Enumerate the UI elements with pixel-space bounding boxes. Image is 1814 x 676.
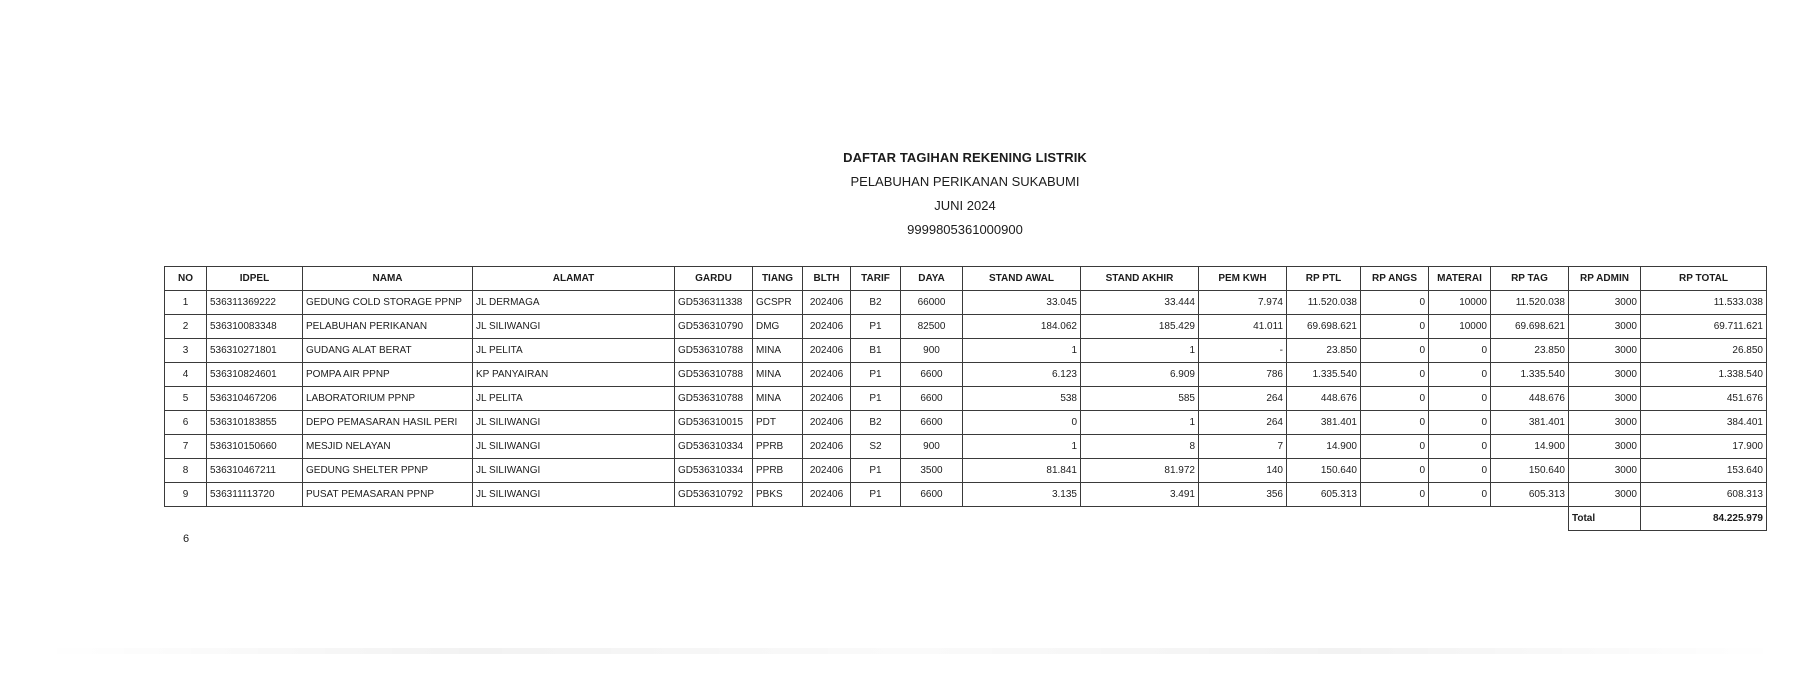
table-cell: 384.401: [1641, 411, 1767, 435]
table-row: [165, 339, 1767, 363]
table-cell: 7.974: [1199, 291, 1287, 315]
column-header: RP PTL: [1287, 267, 1361, 291]
table-cell: JL SILIWANGI: [473, 411, 675, 435]
column-header: NO: [165, 267, 207, 291]
total-row: [165, 507, 1767, 531]
table-cell: PPRB: [753, 435, 803, 459]
table-cell: 1: [165, 291, 207, 315]
table-cell: 202406: [803, 315, 851, 339]
table-cell: MINA: [753, 363, 803, 387]
table-cell: 1.338.540: [1641, 363, 1767, 387]
table-cell: 81.972: [1081, 459, 1199, 483]
table-cell: 10000: [1429, 315, 1491, 339]
bill-table: [164, 266, 1767, 531]
table-cell: 0: [1361, 387, 1429, 411]
table-cell: 536311369222: [207, 291, 303, 315]
table-cell: 536311113720: [207, 483, 303, 507]
table-cell: 0: [1429, 363, 1491, 387]
document-header: [0, 146, 1814, 242]
table-cell: 900: [901, 435, 963, 459]
table-cell: 3000: [1569, 363, 1641, 387]
table-cell: B2: [851, 291, 901, 315]
column-header: ALAMAT: [473, 267, 675, 291]
table-row: [165, 291, 1767, 315]
column-header: GARDU: [675, 267, 753, 291]
table-cell: 6.909: [1081, 363, 1199, 387]
table-header-row: [165, 267, 1767, 291]
table-cell: 448.676: [1287, 387, 1361, 411]
column-header: TIANG: [753, 267, 803, 291]
table-cell: 7: [1199, 435, 1287, 459]
table-cell: 1.335.540: [1491, 363, 1569, 387]
table-cell: 14.900: [1287, 435, 1361, 459]
column-header: MATERAI: [1429, 267, 1491, 291]
table-cell: 10000: [1429, 291, 1491, 315]
table-cell: 5: [165, 387, 207, 411]
table-cell: 0: [1429, 483, 1491, 507]
table-cell: 1.335.540: [1287, 363, 1361, 387]
table-cell: 381.401: [1491, 411, 1569, 435]
table-cell: 0: [1429, 387, 1491, 411]
table-cell: 605.313: [1491, 483, 1569, 507]
table-body: [165, 291, 1767, 531]
table-cell: 11.533.038: [1641, 291, 1767, 315]
table-cell: 3000: [1569, 291, 1641, 315]
column-header: RP TAG: [1491, 267, 1569, 291]
table-cell: 605.313: [1287, 483, 1361, 507]
table-cell: GD536310788: [675, 339, 753, 363]
table-cell: 0: [1361, 435, 1429, 459]
table-cell: 6600: [901, 363, 963, 387]
table-cell: 41.011: [1199, 315, 1287, 339]
table-cell: 3000: [1569, 387, 1641, 411]
total-label: Total: [1569, 507, 1641, 531]
table-cell: PELABUHAN PERIKANAN: [303, 315, 473, 339]
column-header: BLTH: [803, 267, 851, 291]
table-row: [165, 483, 1767, 507]
table-cell: B2: [851, 411, 901, 435]
table-cell: LABORATORIUM PPNP: [303, 387, 473, 411]
total-spacer: [165, 507, 1569, 531]
table-cell: 2: [165, 315, 207, 339]
table-cell: 6: [165, 411, 207, 435]
table-cell: P1: [851, 363, 901, 387]
table-cell: 6600: [901, 387, 963, 411]
table-cell: 264: [1199, 387, 1287, 411]
table-cell: 9: [165, 483, 207, 507]
table-cell: 0: [1361, 459, 1429, 483]
table-cell: GD536310334: [675, 459, 753, 483]
table-cell: 202406: [803, 459, 851, 483]
table-cell: 536310083348: [207, 315, 303, 339]
table-row: [165, 459, 1767, 483]
table-cell: 23.850: [1491, 339, 1569, 363]
table-cell: GD536310792: [675, 483, 753, 507]
table-cell: 185.429: [1081, 315, 1199, 339]
column-header: IDPEL: [207, 267, 303, 291]
table-cell: GUDANG ALAT BERAT: [303, 339, 473, 363]
table-cell: 1: [1081, 411, 1199, 435]
table-cell: 381.401: [1287, 411, 1361, 435]
table-cell: 1: [963, 339, 1081, 363]
column-header: STAND AWAL: [963, 267, 1081, 291]
table-cell: 150.640: [1491, 459, 1569, 483]
table-cell: 184.062: [963, 315, 1081, 339]
table-cell: 202406: [803, 339, 851, 363]
table-cell: GD536310015: [675, 411, 753, 435]
table-row: [165, 411, 1767, 435]
table-cell: 786: [1199, 363, 1287, 387]
table-cell: 23.850: [1287, 339, 1361, 363]
table-cell: 202406: [803, 363, 851, 387]
table-cell: 536310824601: [207, 363, 303, 387]
table-cell: 0: [1361, 339, 1429, 363]
table-cell: PPRB: [753, 459, 803, 483]
column-header: NAMA: [303, 267, 473, 291]
table-row: [165, 363, 1767, 387]
document-period: JUNI 2024: [934, 198, 996, 213]
table-cell: 4: [165, 363, 207, 387]
table-cell: JL PELITA: [473, 339, 675, 363]
table-cell: 3000: [1569, 315, 1641, 339]
table-cell: 264: [1199, 411, 1287, 435]
table-cell: 1: [1081, 339, 1199, 363]
table-cell: PBKS: [753, 483, 803, 507]
table-cell: 81.841: [963, 459, 1081, 483]
table-cell: 900: [901, 339, 963, 363]
table-cell: B1: [851, 339, 901, 363]
table-cell: DMG: [753, 315, 803, 339]
table-cell: 0: [1361, 363, 1429, 387]
table-cell: 0: [1429, 459, 1491, 483]
table-cell: 448.676: [1491, 387, 1569, 411]
table-cell: DEPO PEMASARAN HASIL PERI: [303, 411, 473, 435]
table-cell: 0: [1429, 435, 1491, 459]
table-cell: 0: [963, 411, 1081, 435]
table-cell: 33.045: [963, 291, 1081, 315]
table-cell: 202406: [803, 483, 851, 507]
table-row: [165, 435, 1767, 459]
table-cell: 202406: [803, 435, 851, 459]
table-cell: JL PELITA: [473, 387, 675, 411]
table-cell: 538: [963, 387, 1081, 411]
table-cell: 0: [1429, 339, 1491, 363]
table-cell: 17.900: [1641, 435, 1767, 459]
table-cell: 1: [963, 435, 1081, 459]
table-cell: 33.444: [1081, 291, 1199, 315]
table-cell: 3: [165, 339, 207, 363]
document-account-number: 9999805361000900: [907, 222, 1023, 237]
table-cell: 0: [1361, 483, 1429, 507]
table-cell: 14.900: [1491, 435, 1569, 459]
table-cell: 66000: [901, 291, 963, 315]
table-cell: GEDUNG SHELTER PPNP: [303, 459, 473, 483]
page-note: 6: [183, 533, 190, 545]
table-cell: 69.698.621: [1491, 315, 1569, 339]
document-subtitle: PELABUHAN PERIKANAN SUKABUMI: [850, 174, 1080, 189]
column-header: DAYA: [901, 267, 963, 291]
table-cell: 202406: [803, 411, 851, 435]
table-cell: 608.313: [1641, 483, 1767, 507]
table-cell: JL SILIWANGI: [473, 459, 675, 483]
table-row: [165, 387, 1767, 411]
table-cell: 536310467211: [207, 459, 303, 483]
table-cell: 8: [1081, 435, 1199, 459]
table-cell: 6600: [901, 411, 963, 435]
table-cell: 11.520.038: [1491, 291, 1569, 315]
table-cell: 0: [1361, 411, 1429, 435]
table-cell: 6600: [901, 483, 963, 507]
table-cell: GCSPR: [753, 291, 803, 315]
table-cell: 3500: [901, 459, 963, 483]
table-cell: 536310467206: [207, 387, 303, 411]
table-cell: 585: [1081, 387, 1199, 411]
table-row: [165, 315, 1767, 339]
table-cell: 8: [165, 459, 207, 483]
table-cell: JL SILIWANGI: [473, 483, 675, 507]
table-cell: GD536310788: [675, 363, 753, 387]
table-cell: 150.640: [1287, 459, 1361, 483]
table-cell: 3000: [1569, 411, 1641, 435]
table-cell: P1: [851, 459, 901, 483]
table-cell: 0: [1429, 411, 1491, 435]
scan-artifact: [40, 648, 1780, 654]
table-cell: JL SILIWANGI: [473, 315, 675, 339]
table-cell: JL SILIWANGI: [473, 435, 675, 459]
column-header: RP ANGS: [1361, 267, 1429, 291]
table-cell: PDT: [753, 411, 803, 435]
table-cell: 202406: [803, 387, 851, 411]
table-cell: 3000: [1569, 459, 1641, 483]
table-cell: 153.640: [1641, 459, 1767, 483]
column-header: PEM KWH: [1199, 267, 1287, 291]
table-cell: P1: [851, 315, 901, 339]
table-cell: 536310271801: [207, 339, 303, 363]
table-cell: MINA: [753, 339, 803, 363]
table-cell: 0: [1361, 291, 1429, 315]
table-cell: GD536310790: [675, 315, 753, 339]
table-cell: 451.676: [1641, 387, 1767, 411]
table-cell: 3000: [1569, 435, 1641, 459]
table-cell: GD536310334: [675, 435, 753, 459]
table-cell: GD536311338: [675, 291, 753, 315]
table-cell: 140: [1199, 459, 1287, 483]
table-cell: 11.520.038: [1287, 291, 1361, 315]
table-cell: GD536310788: [675, 387, 753, 411]
table-cell: POMPA AIR PPNP: [303, 363, 473, 387]
table-cell: 3.491: [1081, 483, 1199, 507]
table-cell: 69.711.621: [1641, 315, 1767, 339]
table-cell: S2: [851, 435, 901, 459]
table-cell: 0: [1361, 315, 1429, 339]
table-cell: 6.123: [963, 363, 1081, 387]
column-header: RP ADMIN: [1569, 267, 1641, 291]
table-cell: PUSAT PEMASARAN PPNP: [303, 483, 473, 507]
table-cell: MESJID NELAYAN: [303, 435, 473, 459]
table-cell: 7: [165, 435, 207, 459]
table-cell: 536310183855: [207, 411, 303, 435]
table-cell: 82500: [901, 315, 963, 339]
table-cell: 3000: [1569, 483, 1641, 507]
table-cell: P1: [851, 483, 901, 507]
table-cell: KP PANYAIRAN: [473, 363, 675, 387]
table-cell: JL DERMAGA: [473, 291, 675, 315]
table-cell: 3.135: [963, 483, 1081, 507]
table-cell: -: [1199, 339, 1287, 363]
document-title: DAFTAR TAGIHAN REKENING LISTRIK: [843, 150, 1087, 165]
column-header: TARIF: [851, 267, 901, 291]
total-value: 84.225.979: [1641, 507, 1767, 531]
column-header: RP TOTAL: [1641, 267, 1767, 291]
table-cell: P1: [851, 387, 901, 411]
column-header: STAND AKHIR: [1081, 267, 1199, 291]
table-cell: 69.698.621: [1287, 315, 1361, 339]
table-cell: 202406: [803, 291, 851, 315]
table-cell: GEDUNG COLD STORAGE PPNP: [303, 291, 473, 315]
table-cell: 26.850: [1641, 339, 1767, 363]
table-cell: 3000: [1569, 339, 1641, 363]
table-cell: 536310150660: [207, 435, 303, 459]
table-cell: 356: [1199, 483, 1287, 507]
table-cell: MINA: [753, 387, 803, 411]
